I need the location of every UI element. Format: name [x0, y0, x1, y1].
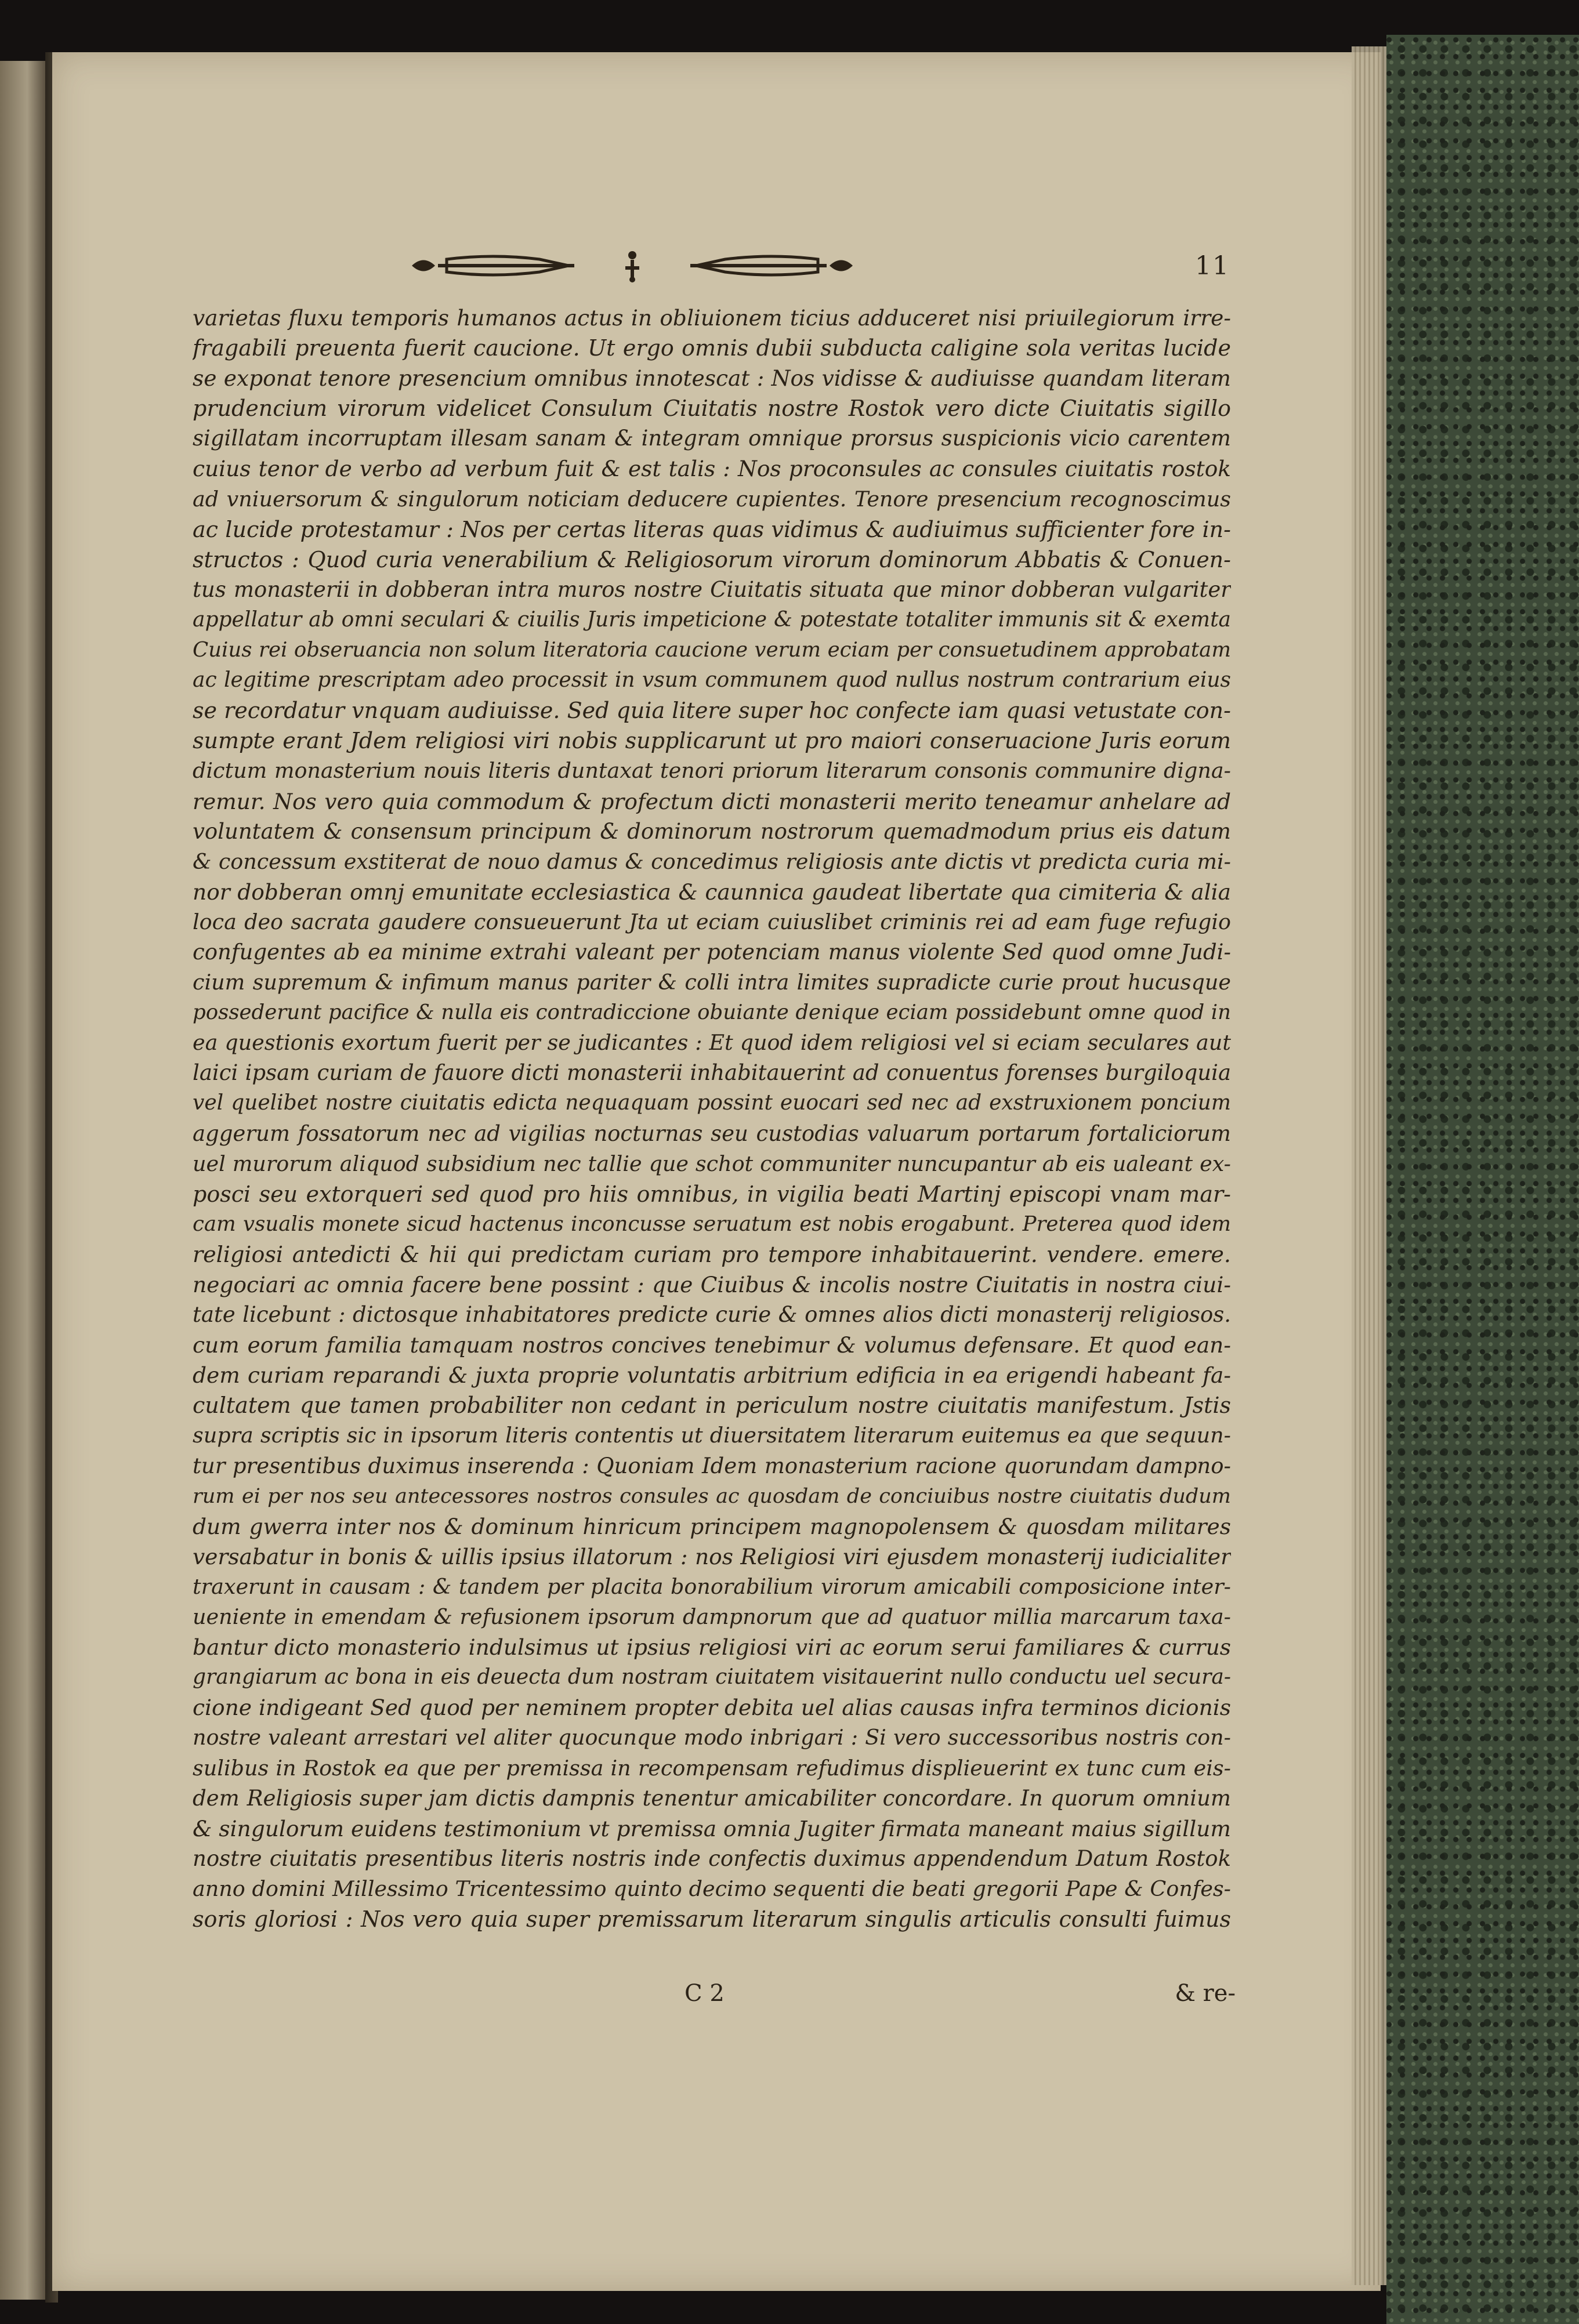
text-line: se recordatur vnquam audiuisse. Sed quia litere super hoc confecte iam quasi vetustate con-	[193, 698, 1231, 724]
text-line: se exponat tenore presencium omnibus innotescat : Nos vidisse & audiuisse quandam literam	[193, 365, 1231, 391]
text-line: appellatur ab omni seculari & ciuilis Juris impeticione & potestate totaliter immunis sit & exemta	[193, 607, 1231, 632]
text-line: sulibus in Rostok ea que per premissa in recompensam refudimus displieuerint ex tunc cum eis-	[193, 1755, 1231, 1781]
text-line: tate licebunt : dictosque inhabitatores predicte curie & omnes alios dicti monasterij religiosos.	[193, 1302, 1231, 1328]
text-line: varietas fluxu temporis humanos actus in obliuionem ticius adduceret nisi priuilegiorum irre-	[193, 305, 1231, 331]
text-line: cum eorum familia tamquam nostros concives tenebimur & volumus defensare. Et quod ean-	[193, 1332, 1231, 1358]
text-line: vel quelibet nostre ciuitatis edicta nequaquam possint euocari sed nec ad exstruxionem poncium	[193, 1091, 1231, 1115]
ornament-center-icon	[615, 248, 650, 283]
page-header	[406, 248, 1230, 283]
body-text	[193, 303, 1231, 1934]
text-line: uel murorum aliquod subsidium nec tallie que schot communiter nuncupantur ab eis ualeant ex-	[193, 1151, 1231, 1176]
text-line: loca deo sacrata gaudere consueuerunt Jta ut eciam cuiuslibet criminis rei ad eam fuge refugio	[193, 909, 1231, 934]
text-line: cione indigeant Sed quod per neminem propter debita uel alias causas infra terminos dicionis	[193, 1695, 1231, 1721]
signature-mark: C 2	[685, 1980, 725, 2007]
text-line: cultatem que tamen probabiliter non cedant in periculum nostre ciuitatis manifestum. Jstis	[193, 1393, 1231, 1419]
text-line: sumpte erant Jdem religiosi viri nobis supplicarunt ut pro maiori conseruacione Juris eorum	[193, 728, 1231, 754]
text-line: rum ei per nos seu antecessores nostros consules ac quosdam de conciuibus nostre ciuitatis dudum	[193, 1484, 1231, 1508]
header-ornament	[406, 248, 859, 283]
marbled-cover	[1386, 35, 1579, 2324]
text-line: dem curiam reparandi & juxta proprie voluntatis arbitrium edificia in ea erigendi habeant fa-	[193, 1362, 1231, 1388]
text-line: dum gwerra inter nos & dominum hinricum principem magnopolensem & quosdam militares	[193, 1513, 1231, 1539]
text-line: soris gloriosi : Nos vero quia super premissarum literarum singulis articulis consulti fuimus	[193, 1906, 1231, 1932]
text-line: nostre valeant arrestari vel aliter quocunque modo inbrigari : Si vero successoribus nostris con-	[193, 1725, 1231, 1750]
text-line: & singulorum euidens testimonium vt premissa omnia Jugiter firmata maneant maius sigillum	[193, 1815, 1231, 1841]
text-line: cium supremum & infimum manus pariter & colli intra limites supradicte curie prout hucusque	[193, 970, 1231, 995]
text-line: prudencium virorum videlicet Consulum Ciuitatis nostre Rostok vero dicte Ciuitatis sigillo	[193, 396, 1231, 422]
ornament-right-icon	[685, 252, 859, 279]
text-line: Cuius rei obseruancia non solum literatoria caucione verum eciam per consuetudinem approbatam	[193, 638, 1231, 662]
text-line: tur presentibus duximus inserenda : Quoniam Idem monasterium racione quorundam dampno-	[193, 1453, 1231, 1478]
text-line: ac lucide protestamur : Nos per certas literas quas vidimus & audiuimus sufficienter fore in-	[193, 516, 1231, 542]
text-line: nor dobberan omnj emunitate ecclesiastica & caunnica gaudeat libertate qua cimiteria & alia	[193, 879, 1231, 905]
text-line: tus monasterii in dobberan intra muros nostre Ciuitatis situata que minor dobberan vulgariter	[193, 577, 1231, 602]
text-line: dem Religiosis super jam dictis dampnis tenentur amicabiliter concordare. In quorum omnium	[193, 1785, 1231, 1811]
text-line: dictum monasterium nouis literis duntaxat tenori priorum literarum consonis communire digna-	[193, 758, 1231, 784]
text-line: sigillatam incorruptam illesam sanam & integram omnique prorsus suspicionis vicio carentem	[193, 426, 1231, 451]
text-line: cuius tenor de verbo ad verbum fuit & est talis : Nos proconsules ac consules ciuitatis rostok	[193, 456, 1231, 482]
text-line: ad vniuersorum & singulorum noticiam deducere cupientes. Tenore presencium recognoscimus	[193, 486, 1231, 512]
text-line: posci seu extorqueri sed quod pro hiis omnibus, in vigilia beati Martinj episcopi vnam mar-	[193, 1181, 1231, 1207]
text-line: anno domini Millessimo Tricentessimo quinto decimo sequenti die beati gregorii Pape & Confes-	[193, 1876, 1231, 1901]
page-footer	[685, 1980, 1236, 2009]
text-line: & concessum exstiterat de nouo damus & concedimus religiosis ante dictis vt predicta curia mi-	[193, 849, 1231, 874]
text-line: possederunt pacifice & nulla eis contradiccione obuiante denique eciam possidebunt omne quod in	[193, 1000, 1231, 1025]
text-line: versabatur in bonis & uillis ipsius illatorum : nos Religiosi viri ejusdem monasterij iudicialiter	[193, 1543, 1231, 1569]
text-line: voluntatem & consensum principum & dominorum nostrorum quemadmodum prius eis datum	[193, 818, 1231, 844]
text-line: aggerum fossatorum nec ad vigilias nocturnas seu custodias valuarum portarum fortaliciorum	[193, 1121, 1231, 1146]
text-line: grangiarum ac bona in eis deuecta dum nostram ciuitatem visitauerint nullo conductu uel secura-	[193, 1665, 1231, 1689]
page-number: 11	[1195, 251, 1230, 281]
text-line: ac legitime prescriptam adeo processit in vsum communem quod nullus nostrum contrarium eius	[193, 668, 1231, 693]
text-line: cam vsualis monete sicud hactenus inconcusse seruatum est nobis erogabunt. Preterea quod idem	[193, 1212, 1231, 1236]
text-line: ea questionis exortum fuerit per se judicantes : Et quod idem religiosi vel si eciam seculares aut	[193, 1030, 1231, 1056]
text-line: supra scriptis sic in ipsorum literis contentis ut diuersitatem literarum euitemus ea que sequun-	[193, 1423, 1231, 1448]
catchword: & re-	[1175, 1980, 1236, 2007]
ornament-left-icon	[406, 252, 580, 279]
text-line: negociari ac omnia facere bene possint : que Ciuibus & incolis nostre Ciuitatis in nostra ciui-	[193, 1272, 1231, 1297]
text-line: traxerunt in causam : & tandem per placita bonorabilium virorum amicabili composicione inter-	[193, 1573, 1231, 1599]
text-line: remur. Nos vero quia commodum & profectum dicti monasterii merito teneamur anhelare ad	[193, 788, 1231, 814]
text-line: ueniente in emendam & refusionem ipsorum dampnorum que ad quatuor millia marcarum taxa-	[193, 1604, 1231, 1630]
left-page-edge	[0, 61, 45, 2300]
text-line: nostre ciuitatis presentibus literis nostris inde confectis duximus appendendum Datum Rostok	[193, 1846, 1231, 1871]
text-line: laici ipsam curiam de fauore dicti monasterii inhabitauerint ad conuentus forenses burgiloquia	[193, 1060, 1231, 1086]
text-line: fragabili preuenta fuerit caucione. Ut ergo omnis dubii subducta caligine sola veritas lucide	[193, 335, 1231, 361]
text-line: structos : Quod curia venerabilium & Religiosorum virorum dominorum Abbatis & Conuen-	[193, 546, 1231, 572]
text-line: bantur dicto monasterio indulsimus ut ipsius religiosi viri ac eorum serui familiares & currus	[193, 1634, 1231, 1660]
text-line: religiosi antedicti & hii qui predictam curiam pro tempore inhabitauerint. vendere. emere.	[193, 1241, 1231, 1267]
text-line: confugentes ab ea minime extrahi valeant per potenciam manus violente Sed quod omne Judi-	[193, 939, 1231, 965]
